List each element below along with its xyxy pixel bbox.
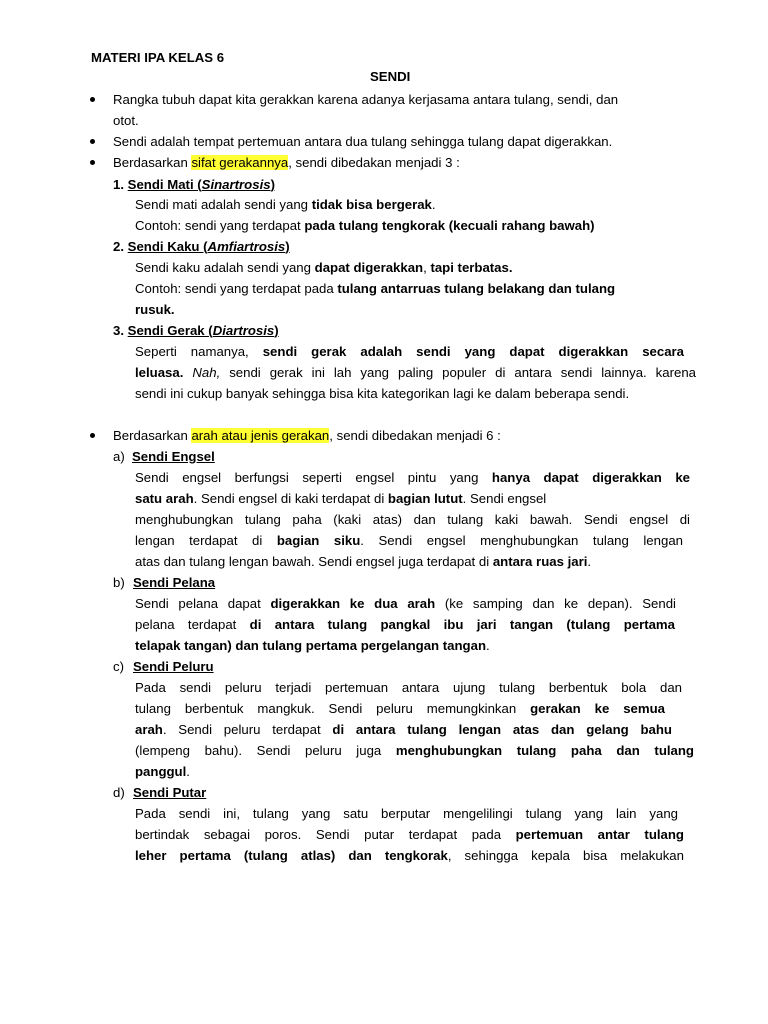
section-heading-sendi-engsel: Sendi Engsel (132, 449, 215, 464)
bullet-dot (90, 139, 95, 144)
paragraph-line: Rangka tubuh dapat kita gerakkan karena adanya kerjasama antara tulang, sendi, dan (113, 92, 619, 107)
paragraph-line: panggul. (135, 764, 190, 779)
section-heading-sendi-mati: 1. Sendi Mati (Sinartrosis) (113, 177, 275, 192)
paragraph-line: telapak tangan) dan tulang pertama pergelangan tangan. (135, 638, 490, 653)
paragraph-line: Berdasarkan arah atau jenis gerakan, sendi dibedakan menjadi 6 : (113, 428, 501, 443)
paragraph-line: leluasa. Nah, sendi gerak ini lah yang paling populer di antara sendi lainnya. karena (135, 365, 696, 380)
paragraph-line: pelana terdapat di antara tulang pangkal ibu jari tangan (tulang pertama (135, 617, 675, 632)
section-heading-sendi-kaku: 2. Sendi Kaku (Amfiartrosis) (113, 239, 290, 254)
bullet-dot (90, 160, 95, 165)
paragraph-line: Contoh: sendi yang terdapat pada tulang tengkorak (kecuali rahang bawah) (135, 218, 595, 233)
paragraph-line: Sendi kaku adalah sendi yang dapat digerakkan, tapi terbatas. (135, 260, 513, 275)
document-title: SENDI (370, 69, 411, 84)
document-header: MATERI IPA KELAS 6 (91, 50, 225, 65)
paragraph-line: atas dan tulang lengan bawah. Sendi engsel juga terdapat di antara ruas jari. (135, 554, 592, 569)
paragraph-line: Seperti namanya, sendi gerak adalah sendi yang dapat digerakkan secara (135, 344, 685, 359)
paragraph-line: (lempeng bahu). Sendi peluru juga menghubungkan tulang paha dan tulang (135, 743, 694, 758)
paragraph-line: Sendi adalah tempat pertemuan antara dua tulang sehingga tulang dapat digerakkan. (113, 134, 613, 149)
paragraph-line: Sendi mati adalah sendi yang tidak bisa bergerak. (135, 197, 436, 212)
highlighted-text: arah atau jenis gerakan (191, 428, 330, 443)
section-heading-sendi-pelana: Sendi Pelana (133, 575, 216, 590)
highlighted-text: sifat gerakannya (191, 155, 289, 170)
paragraph-line: arah. Sendi peluru terdapat di antara tulang lengan atas dan gelang bahu (135, 722, 672, 737)
paragraph-line: lengan terdapat di bagian siku. Sendi engsel menghubungkan tulang lengan (135, 533, 683, 548)
section-heading-sendi-peluru: Sendi Peluru (133, 659, 214, 674)
bullet-dot (90, 97, 95, 102)
paragraph-line: Sendi engsel berfungsi seperti engsel pintu yang hanya dapat digerakkan ke (135, 470, 690, 485)
paragraph-line: Berdasarkan sifat gerakannya, sendi dibedakan menjadi 3 : (113, 155, 460, 170)
list-label: c) (113, 659, 124, 674)
paragraph-line: tulang berbentuk mangkuk. Sendi peluru memungkinkan gerakan ke semua (135, 701, 665, 716)
paragraph-line: Sendi pelana dapat digerakkan ke dua arah (ke samping dan ke depan). Sendi (135, 596, 676, 611)
paragraph-line: otot. (113, 113, 139, 128)
paragraph-line: satu arah. Sendi engsel di kaki terdapat di bagian lutut. Sendi engsel (135, 491, 547, 506)
section-heading-sendi-gerak: 3. Sendi Gerak (Diartrosis) (113, 323, 279, 338)
bullet-dot (90, 433, 95, 438)
paragraph-line: Pada sendi peluru terjadi pertemuan antara ujung tulang berbentuk bola dan (135, 680, 682, 695)
paragraph-line: menghubungkan tulang paha (kaki atas) dan tulang kaki bawah. Sendi engsel di (135, 512, 690, 527)
section-heading-sendi-putar: Sendi Putar (133, 785, 207, 800)
paragraph-line: bertindak sebagai poros. Sendi putar terdapat pada pertemuan antar tulang (135, 827, 684, 842)
list-label: b) (113, 575, 125, 590)
list-label: d) (113, 785, 125, 800)
paragraph-line: Contoh: sendi yang terdapat pada tulang antarruas tulang belakang dan tulang (135, 281, 616, 296)
paragraph-line: leher pertama (tulang atlas) dan tengkorak, sehingga kepala bisa melakukan (135, 848, 684, 863)
paragraph-line: rusuk. (135, 302, 175, 317)
paragraph-line: sendi ini cukup banyak sehingga bisa kita kategorikan lagi ke dalam beberapa sendi. (135, 386, 630, 401)
paragraph-line: Pada sendi ini, tulang yang satu berputar mengelilingi tulang yang lain yang (135, 806, 678, 821)
list-label: a) (113, 449, 125, 464)
